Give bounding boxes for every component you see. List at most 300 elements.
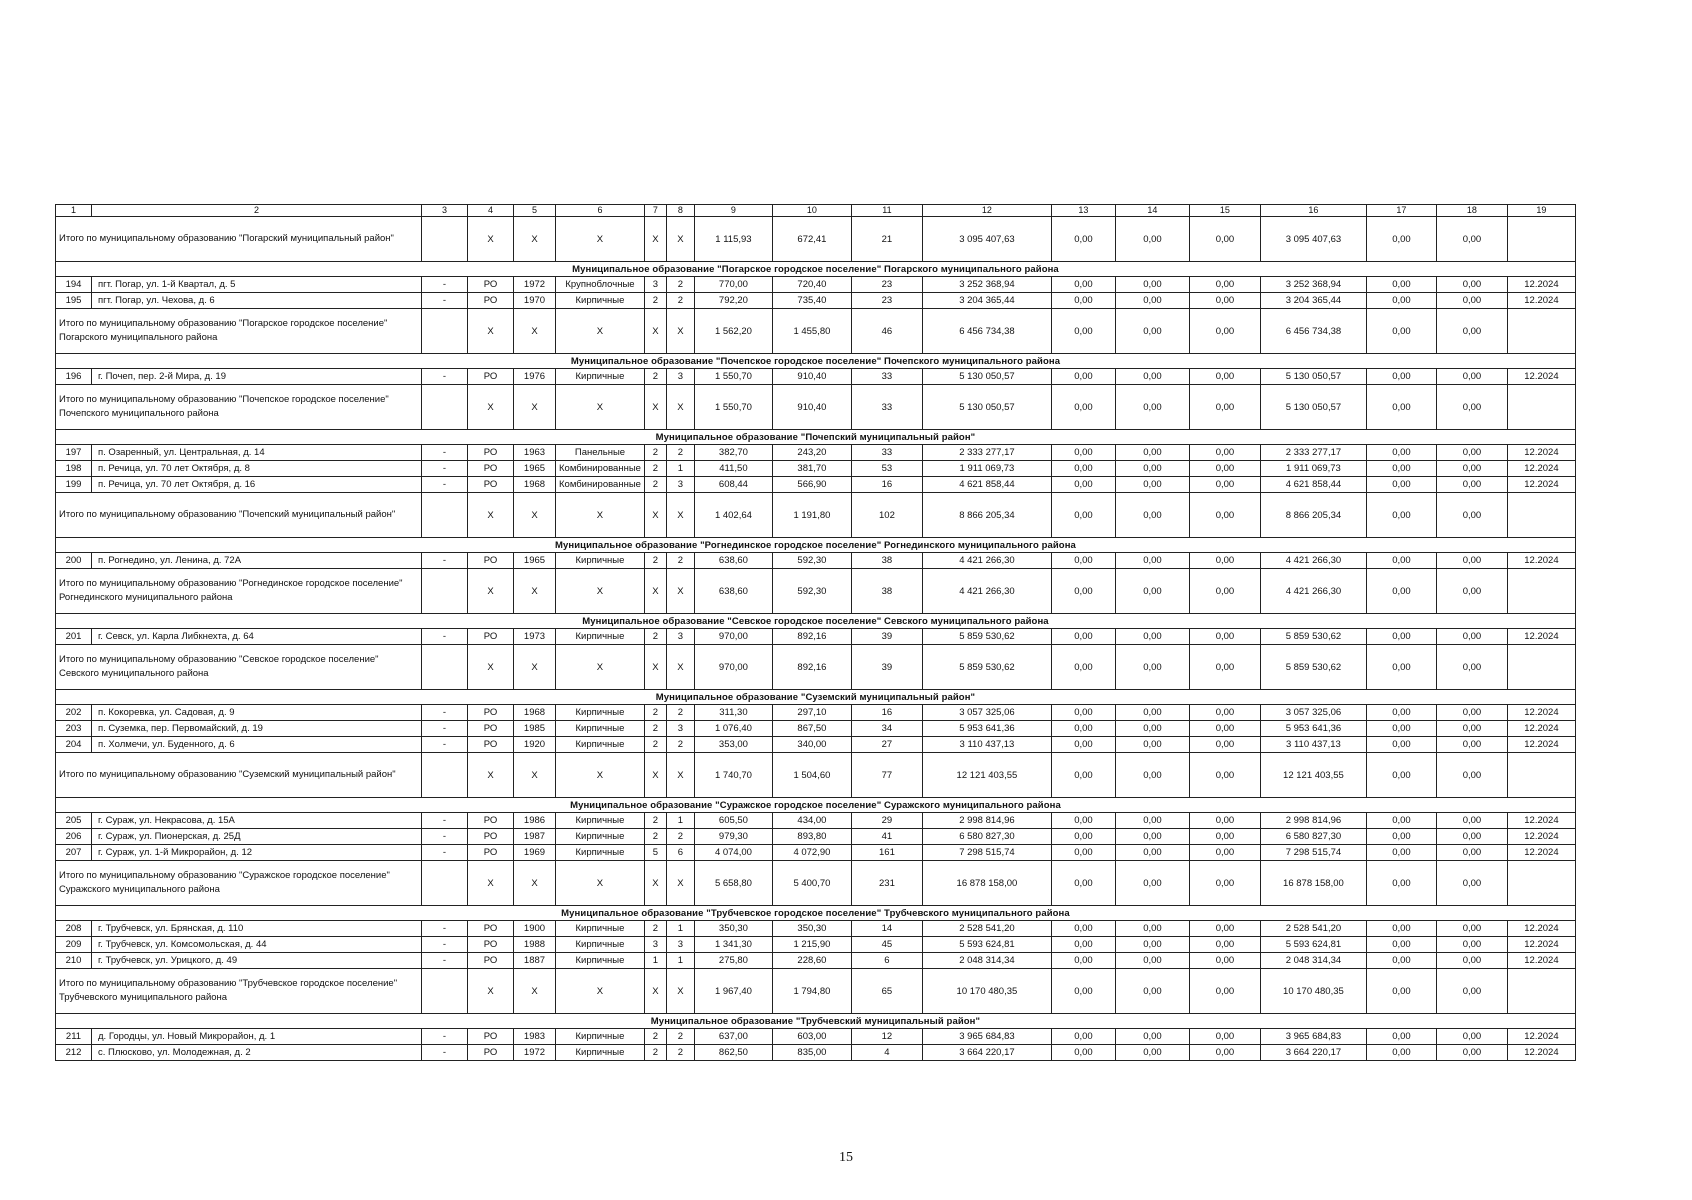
cell-col-12: 5 130 050,57 xyxy=(922,369,1051,385)
cell-col-10: 4 072,90 xyxy=(772,845,851,861)
subtotal-row xyxy=(56,385,1576,430)
table-row xyxy=(56,277,1576,293)
table-row xyxy=(56,845,1576,861)
subtotal-cell-col-3 xyxy=(422,493,468,538)
subtotal-cell-col-19 xyxy=(1507,309,1575,354)
subtotal-cell-col-18: 0,00 xyxy=(1436,861,1507,906)
subtotal-cell-col-3 xyxy=(422,309,468,354)
cell-col-4: РО xyxy=(468,937,514,953)
cell-col-9: 311,30 xyxy=(694,705,772,721)
cell-col-15: 0,00 xyxy=(1189,277,1260,293)
row-number-cell: 212 xyxy=(56,1045,92,1061)
cell-col-6: Кирпичные xyxy=(556,937,645,953)
cell-col-4: РО xyxy=(468,921,514,937)
subtotal-row xyxy=(56,969,1576,1014)
cell-col-19: 12.2024 xyxy=(1507,293,1575,309)
cell-col-10: 835,00 xyxy=(772,1045,851,1061)
cell-col-18: 0,00 xyxy=(1436,553,1507,569)
cell-col-16: 5 859 530,62 xyxy=(1260,629,1366,645)
cell-col-16: 4 421 266,30 xyxy=(1260,553,1366,569)
cell-col-12: 5 953 641,36 xyxy=(922,721,1051,737)
cell-col-8: 6 xyxy=(666,845,694,861)
cell-col-6: Кирпичные xyxy=(556,813,645,829)
table-row xyxy=(56,921,1576,937)
cell-col-7: 2 xyxy=(644,445,666,461)
subtotal-label: Итого по муниципальному образованию "Трубчевское городское поселение" Трубчевского муниципального района xyxy=(56,969,422,1014)
cell-col-8: 1 xyxy=(666,953,694,969)
cell-col-6: Панельные xyxy=(556,445,645,461)
cell-col-10: 340,00 xyxy=(772,737,851,753)
cell-col-3: - xyxy=(422,1045,468,1061)
cell-col-6: Кирпичные xyxy=(556,553,645,569)
row-number-cell: 210 xyxy=(56,953,92,969)
subtotal-row xyxy=(56,753,1576,798)
cell-col-15: 0,00 xyxy=(1189,829,1260,845)
cell-col-15: 0,00 xyxy=(1189,721,1260,737)
subtotal-cell-col-6: X xyxy=(556,385,645,430)
cell-col-17: 0,00 xyxy=(1366,737,1436,753)
subtotal-row xyxy=(56,569,1576,614)
cell-col-10: 297,10 xyxy=(772,705,851,721)
cell-col-6: Комбинированные xyxy=(556,461,645,477)
cell-col-12: 2 048 314,34 xyxy=(922,953,1051,969)
subtotal-cell-col-16: 5 859 530,62 xyxy=(1260,645,1366,690)
subtotal-cell-col-14: 0,00 xyxy=(1115,309,1189,354)
subtotal-cell-col-13: 0,00 xyxy=(1051,217,1115,262)
cell-col-9: 605,50 xyxy=(694,813,772,829)
subtotal-cell-col-12: 10 170 480,35 xyxy=(922,969,1051,1014)
cell-col-3: - xyxy=(422,921,468,937)
row-number-cell: 203 xyxy=(56,721,92,737)
cell-col-11: 41 xyxy=(851,829,922,845)
cell-col-19: 12.2024 xyxy=(1507,937,1575,953)
cell-col-8: 2 xyxy=(666,829,694,845)
subtotal-cell-col-19 xyxy=(1507,753,1575,798)
cell-col-16: 5 953 641,36 xyxy=(1260,721,1366,737)
subtotal-cell-col-10: 592,30 xyxy=(772,569,851,614)
subtotal-cell-col-12: 3 095 407,63 xyxy=(922,217,1051,262)
cell-col-4: РО xyxy=(468,445,514,461)
cell-col-8: 3 xyxy=(666,369,694,385)
subtotal-cell-col-11: 77 xyxy=(851,753,922,798)
cell-col-17: 0,00 xyxy=(1366,921,1436,937)
cell-col-5: 1988 xyxy=(514,937,556,953)
cell-col-13: 0,00 xyxy=(1051,921,1115,937)
subtotal-cell-col-17: 0,00 xyxy=(1366,569,1436,614)
subtotal-cell-col-18: 0,00 xyxy=(1436,309,1507,354)
subtotal-cell-col-5: X xyxy=(514,493,556,538)
cell-col-17: 0,00 xyxy=(1366,845,1436,861)
cell-col-17: 0,00 xyxy=(1366,277,1436,293)
subtotal-cell-col-17: 0,00 xyxy=(1366,753,1436,798)
cell-col-12: 3 110 437,13 xyxy=(922,737,1051,753)
cell-col-7: 3 xyxy=(644,277,666,293)
row-number-cell: 209 xyxy=(56,937,92,953)
cell-col-8: 3 xyxy=(666,629,694,645)
cell-col-6: Кирпичные xyxy=(556,629,645,645)
cell-col-9: 1 550,70 xyxy=(694,369,772,385)
table-row xyxy=(56,721,1576,737)
cell-col-7: 2 xyxy=(644,921,666,937)
row-number-cell: 201 xyxy=(56,629,92,645)
subtotal-cell-col-14: 0,00 xyxy=(1115,753,1189,798)
subtotal-cell-col-15: 0,00 xyxy=(1189,217,1260,262)
subtotal-cell-col-5: X xyxy=(514,385,556,430)
cell-col-3: - xyxy=(422,829,468,845)
municipality-heading-row xyxy=(56,1014,1576,1029)
cell-col-13: 0,00 xyxy=(1051,813,1115,829)
register-table-container xyxy=(55,204,1576,1061)
subtotal-cell-col-6: X xyxy=(556,861,645,906)
subtotal-cell-col-16: 6 456 734,38 xyxy=(1260,309,1366,354)
subtotal-label: Итого по муниципальному образованию "Погарский муниципальный район" xyxy=(56,217,422,262)
subtotal-cell-col-19 xyxy=(1507,385,1575,430)
cell-col-3: - xyxy=(422,813,468,829)
cell-col-19: 12.2024 xyxy=(1507,845,1575,861)
subtotal-cell-col-10: 1 794,80 xyxy=(772,969,851,1014)
municipality-heading-row xyxy=(56,354,1576,369)
subtotal-label: Итого по муниципальному образованию "Рогнединское городское поселение" Рогнединского муниципального района xyxy=(56,569,422,614)
cell-col-8: 3 xyxy=(666,477,694,493)
subtotal-cell-col-13: 0,00 xyxy=(1051,861,1115,906)
subtotal-cell-col-14: 0,00 xyxy=(1115,969,1189,1014)
cell-col-7: 2 xyxy=(644,629,666,645)
address-cell: п. Кокоревка, ул. Садовая, д. 9 xyxy=(92,705,422,721)
subtotal-cell-col-5: X xyxy=(514,861,556,906)
municipality-heading: Муниципальное образование "Почепский муниципальный район" xyxy=(56,430,1576,445)
cell-col-15: 0,00 xyxy=(1189,705,1260,721)
row-number-cell: 200 xyxy=(56,553,92,569)
subtotal-cell-col-13: 0,00 xyxy=(1051,385,1115,430)
address-cell: п. Суземка, пер. Первомайский, д. 19 xyxy=(92,721,422,737)
cell-col-13: 0,00 xyxy=(1051,705,1115,721)
cell-col-7: 2 xyxy=(644,829,666,845)
cell-col-8: 2 xyxy=(666,1029,694,1045)
subtotal-cell-col-10: 1 504,60 xyxy=(772,753,851,798)
cell-col-6: Кирпичные xyxy=(556,921,645,937)
address-cell: г. Трубчевск, ул. Урицкого, д. 49 xyxy=(92,953,422,969)
cell-col-6: Крупноблочные xyxy=(556,277,645,293)
municipality-heading-row xyxy=(56,614,1576,629)
row-number-cell: 211 xyxy=(56,1029,92,1045)
cell-col-16: 6 580 827,30 xyxy=(1260,829,1366,845)
cell-col-16: 2 528 541,20 xyxy=(1260,921,1366,937)
subtotal-cell-col-4: X xyxy=(468,569,514,614)
municipality-heading: Муниципальное образование "Суземский муниципальный район" xyxy=(56,690,1576,705)
cell-col-16: 5 130 050,57 xyxy=(1260,369,1366,385)
cell-col-9: 1 341,30 xyxy=(694,937,772,953)
subtotal-cell-col-17: 0,00 xyxy=(1366,861,1436,906)
subtotal-cell-col-9: 1 402,64 xyxy=(694,493,772,538)
cell-col-8: 2 xyxy=(666,553,694,569)
subtotal-cell-col-16: 10 170 480,35 xyxy=(1260,969,1366,1014)
municipality-heading: Муниципальное образование "Трубчевское городское поселение" Трубчевского муниципального района xyxy=(56,906,1576,921)
cell-col-12: 2 998 814,96 xyxy=(922,813,1051,829)
cell-col-7: 2 xyxy=(644,721,666,737)
cell-col-3: - xyxy=(422,369,468,385)
subtotal-cell-col-6: X xyxy=(556,753,645,798)
cell-col-7: 2 xyxy=(644,705,666,721)
subtotal-cell-col-7: X xyxy=(644,385,666,430)
cell-col-10: 566,90 xyxy=(772,477,851,493)
cell-col-4: РО xyxy=(468,477,514,493)
subtotal-cell-col-8: X xyxy=(666,385,694,430)
subtotal-cell-col-19 xyxy=(1507,645,1575,690)
cell-col-5: 1968 xyxy=(514,705,556,721)
cell-col-15: 0,00 xyxy=(1189,953,1260,969)
cell-col-4: РО xyxy=(468,721,514,737)
cell-col-11: 16 xyxy=(851,477,922,493)
subtotal-cell-col-15: 0,00 xyxy=(1189,861,1260,906)
column-number-cell: 10 xyxy=(772,205,851,217)
cell-col-11: 39 xyxy=(851,629,922,645)
subtotal-cell-col-4: X xyxy=(468,645,514,690)
cell-col-15: 0,00 xyxy=(1189,813,1260,829)
subtotal-cell-col-18: 0,00 xyxy=(1436,645,1507,690)
subtotal-cell-col-9: 1 967,40 xyxy=(694,969,772,1014)
cell-col-16: 2 998 814,96 xyxy=(1260,813,1366,829)
cell-col-18: 0,00 xyxy=(1436,293,1507,309)
subtotal-cell-col-11: 21 xyxy=(851,217,922,262)
cell-col-13: 0,00 xyxy=(1051,445,1115,461)
cell-col-10: 867,50 xyxy=(772,721,851,737)
table-row xyxy=(56,705,1576,721)
subtotal-label: Итого по муниципальному образованию "Почепский муниципальный район" xyxy=(56,493,422,538)
cell-col-3: - xyxy=(422,277,468,293)
table-row xyxy=(56,369,1576,385)
cell-col-12: 5 593 624,81 xyxy=(922,937,1051,953)
subtotal-cell-col-7: X xyxy=(644,309,666,354)
cell-col-18: 0,00 xyxy=(1436,705,1507,721)
cell-col-15: 0,00 xyxy=(1189,553,1260,569)
subtotal-cell-col-13: 0,00 xyxy=(1051,753,1115,798)
subtotal-cell-col-9: 5 658,80 xyxy=(694,861,772,906)
subtotal-cell-col-8: X xyxy=(666,569,694,614)
subtotal-cell-col-14: 0,00 xyxy=(1115,493,1189,538)
cell-col-7: 2 xyxy=(644,1029,666,1045)
column-number-row xyxy=(56,205,1576,217)
subtotal-cell-col-4: X xyxy=(468,309,514,354)
cell-col-7: 2 xyxy=(644,1045,666,1061)
cell-col-6: Кирпичные xyxy=(556,293,645,309)
cell-col-4: РО xyxy=(468,293,514,309)
cell-col-9: 862,50 xyxy=(694,1045,772,1061)
subtotal-cell-col-12: 12 121 403,55 xyxy=(922,753,1051,798)
subtotal-cell-col-4: X xyxy=(468,385,514,430)
cell-col-7: 5 xyxy=(644,845,666,861)
cell-col-3: - xyxy=(422,629,468,645)
row-number-cell: 202 xyxy=(56,705,92,721)
table-row xyxy=(56,1045,1576,1061)
column-number-cell: 16 xyxy=(1260,205,1366,217)
cell-col-14: 0,00 xyxy=(1115,445,1189,461)
cell-col-11: 12 xyxy=(851,1029,922,1045)
cell-col-19: 12.2024 xyxy=(1507,477,1575,493)
cell-col-14: 0,00 xyxy=(1115,921,1189,937)
subtotal-row xyxy=(56,493,1576,538)
cell-col-16: 3 110 437,13 xyxy=(1260,737,1366,753)
cell-col-13: 0,00 xyxy=(1051,721,1115,737)
cell-col-17: 0,00 xyxy=(1366,937,1436,953)
address-cell: п. Холмечи, ул. Буденного, д. 6 xyxy=(92,737,422,753)
cell-col-13: 0,00 xyxy=(1051,461,1115,477)
subtotal-cell-col-11: 39 xyxy=(851,645,922,690)
cell-col-19: 12.2024 xyxy=(1507,1045,1575,1061)
cell-col-17: 0,00 xyxy=(1366,1045,1436,1061)
cell-col-5: 1985 xyxy=(514,721,556,737)
cell-col-4: РО xyxy=(468,461,514,477)
cell-col-14: 0,00 xyxy=(1115,1029,1189,1045)
subtotal-cell-col-10: 1 455,80 xyxy=(772,309,851,354)
table-row xyxy=(56,937,1576,953)
cell-col-13: 0,00 xyxy=(1051,629,1115,645)
cell-col-15: 0,00 xyxy=(1189,921,1260,937)
subtotal-cell-col-11: 46 xyxy=(851,309,922,354)
subtotal-cell-col-7: X xyxy=(644,753,666,798)
subtotal-cell-col-10: 672,41 xyxy=(772,217,851,262)
subtotal-cell-col-15: 0,00 xyxy=(1189,969,1260,1014)
subtotal-cell-col-5: X xyxy=(514,309,556,354)
cell-col-18: 0,00 xyxy=(1436,629,1507,645)
subtotal-label: Итого по муниципальному образованию "Суземский муниципальный район" xyxy=(56,753,422,798)
cell-col-10: 350,30 xyxy=(772,921,851,937)
cell-col-5: 1968 xyxy=(514,477,556,493)
column-number-cell: 17 xyxy=(1366,205,1436,217)
address-cell: п. Речица, ул. 70 лет Октября, д. 8 xyxy=(92,461,422,477)
address-cell: п. Речица, ул. 70 лет Октября, д. 16 xyxy=(92,477,422,493)
subtotal-cell-col-17: 0,00 xyxy=(1366,493,1436,538)
table-row xyxy=(56,813,1576,829)
row-number-cell: 205 xyxy=(56,813,92,829)
cell-col-18: 0,00 xyxy=(1436,953,1507,969)
cell-col-8: 2 xyxy=(666,705,694,721)
cell-col-14: 0,00 xyxy=(1115,553,1189,569)
cell-col-11: 29 xyxy=(851,813,922,829)
subtotal-cell-col-18: 0,00 xyxy=(1436,385,1507,430)
subtotal-cell-col-8: X xyxy=(666,861,694,906)
cell-col-11: 27 xyxy=(851,737,922,753)
subtotal-cell-col-17: 0,00 xyxy=(1366,385,1436,430)
subtotal-cell-col-16: 8 866 205,34 xyxy=(1260,493,1366,538)
cell-col-5: 1965 xyxy=(514,553,556,569)
cell-col-15: 0,00 xyxy=(1189,477,1260,493)
cell-col-9: 792,20 xyxy=(694,293,772,309)
subtotal-cell-col-19 xyxy=(1507,217,1575,262)
cell-col-13: 0,00 xyxy=(1051,829,1115,845)
cell-col-4: РО xyxy=(468,705,514,721)
cell-col-11: 53 xyxy=(851,461,922,477)
cell-col-8: 3 xyxy=(666,721,694,737)
cell-col-16: 1 911 069,73 xyxy=(1260,461,1366,477)
cell-col-16: 3 664 220,17 xyxy=(1260,1045,1366,1061)
cell-col-18: 0,00 xyxy=(1436,1045,1507,1061)
cell-col-19: 12.2024 xyxy=(1507,813,1575,829)
municipality-heading-row xyxy=(56,798,1576,813)
cell-col-16: 5 593 624,81 xyxy=(1260,937,1366,953)
subtotal-cell-col-15: 0,00 xyxy=(1189,385,1260,430)
subtotal-cell-col-19 xyxy=(1507,861,1575,906)
subtotal-cell-col-10: 910,40 xyxy=(772,385,851,430)
cell-col-17: 0,00 xyxy=(1366,953,1436,969)
cell-col-10: 381,70 xyxy=(772,461,851,477)
subtotal-cell-col-7: X xyxy=(644,493,666,538)
subtotal-cell-col-7: X xyxy=(644,969,666,1014)
row-number-cell: 206 xyxy=(56,829,92,845)
cell-col-5: 1973 xyxy=(514,629,556,645)
subtotal-cell-col-9: 1 115,93 xyxy=(694,217,772,262)
subtotal-cell-col-4: X xyxy=(468,493,514,538)
cell-col-5: 1965 xyxy=(514,461,556,477)
subtotal-cell-col-10: 892,16 xyxy=(772,645,851,690)
cell-col-17: 0,00 xyxy=(1366,1029,1436,1045)
cell-col-6: Кирпичные xyxy=(556,829,645,845)
subtotal-cell-col-9: 1 550,70 xyxy=(694,385,772,430)
table-row xyxy=(56,629,1576,645)
cell-col-5: 1976 xyxy=(514,369,556,385)
cell-col-12: 3 664 220,17 xyxy=(922,1045,1051,1061)
subtotal-cell-col-4: X xyxy=(468,969,514,1014)
cell-col-18: 0,00 xyxy=(1436,829,1507,845)
cell-col-18: 0,00 xyxy=(1436,937,1507,953)
cell-col-4: РО xyxy=(468,1029,514,1045)
cell-col-10: 720,40 xyxy=(772,277,851,293)
subtotal-cell-col-13: 0,00 xyxy=(1051,569,1115,614)
cell-col-15: 0,00 xyxy=(1189,293,1260,309)
cell-col-12: 4 421 266,30 xyxy=(922,553,1051,569)
table-row xyxy=(56,461,1576,477)
subtotal-cell-col-10: 1 191,80 xyxy=(772,493,851,538)
cell-col-3: - xyxy=(422,1029,468,1045)
subtotal-cell-col-6: X xyxy=(556,569,645,614)
table-row xyxy=(56,953,1576,969)
cell-col-13: 0,00 xyxy=(1051,953,1115,969)
subtotal-cell-col-17: 0,00 xyxy=(1366,309,1436,354)
cell-col-15: 0,00 xyxy=(1189,445,1260,461)
cell-col-7: 2 xyxy=(644,369,666,385)
cell-col-5: 1987 xyxy=(514,829,556,845)
cell-col-7: 2 xyxy=(644,477,666,493)
cell-col-5: 1972 xyxy=(514,277,556,293)
cell-col-17: 0,00 xyxy=(1366,369,1436,385)
cell-col-9: 637,00 xyxy=(694,1029,772,1045)
address-cell: г. Сураж, ул. 1-й Микрорайон, д. 12 xyxy=(92,845,422,861)
cell-col-19: 12.2024 xyxy=(1507,1029,1575,1045)
municipality-heading: Муниципальное образование "Севское городское поселение" Севского муниципального района xyxy=(56,614,1576,629)
cell-col-8: 2 xyxy=(666,1045,694,1061)
cell-col-17: 0,00 xyxy=(1366,553,1436,569)
row-number-cell: 197 xyxy=(56,445,92,461)
address-cell: д. Городцы, ул. Новый Микрорайон, д. 1 xyxy=(92,1029,422,1045)
cell-col-19: 12.2024 xyxy=(1507,445,1575,461)
cell-col-14: 0,00 xyxy=(1115,277,1189,293)
cell-col-14: 0,00 xyxy=(1115,1045,1189,1061)
cell-col-16: 7 298 515,74 xyxy=(1260,845,1366,861)
cell-col-7: 2 xyxy=(644,461,666,477)
cell-col-17: 0,00 xyxy=(1366,461,1436,477)
subtotal-cell-col-14: 0,00 xyxy=(1115,217,1189,262)
cell-col-14: 0,00 xyxy=(1115,461,1189,477)
cell-col-10: 893,80 xyxy=(772,829,851,845)
address-cell: г. Трубчевск, ул. Комсомольская, д. 44 xyxy=(92,937,422,953)
row-number-cell: 198 xyxy=(56,461,92,477)
address-cell: г. Сураж, ул. Некрасова, д. 15А xyxy=(92,813,422,829)
subtotal-cell-col-15: 0,00 xyxy=(1189,645,1260,690)
cell-col-11: 23 xyxy=(851,277,922,293)
municipality-heading-row xyxy=(56,430,1576,445)
cell-col-8: 2 xyxy=(666,737,694,753)
cell-col-16: 2 333 277,17 xyxy=(1260,445,1366,461)
subtotal-cell-col-13: 0,00 xyxy=(1051,969,1115,1014)
